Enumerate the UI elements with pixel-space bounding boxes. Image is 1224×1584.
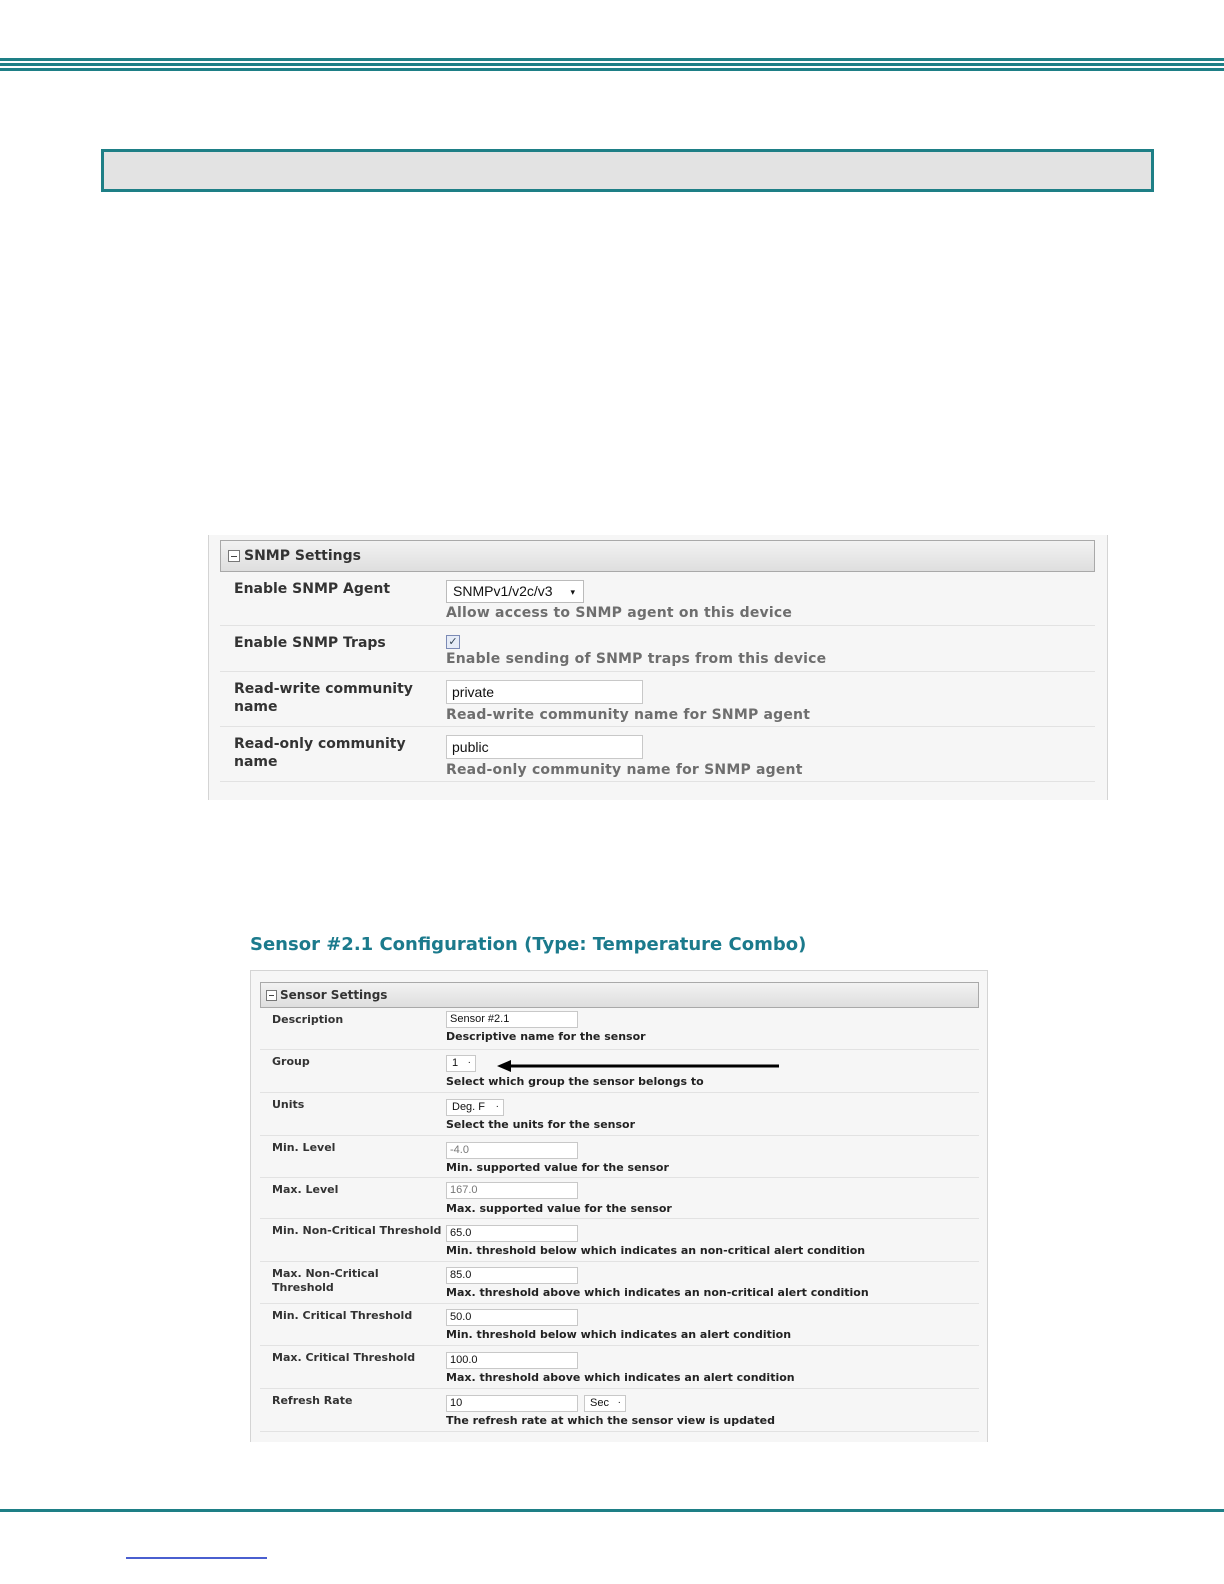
snmp-agent-select[interactable] — [446, 580, 584, 603]
footer-link-underline[interactable] — [126, 1557, 267, 1559]
max-non-critical-label: Max. Non-Critical Threshold — [272, 1267, 379, 1294]
sensor-config-title: Sensor #2.1 Configuration (Type: Temperature Combo) — [250, 934, 807, 955]
max-critical-input[interactable]: 100.0 — [446, 1352, 578, 1369]
refresh-unit-value: Sec — [590, 1397, 609, 1409]
group-label: Group — [272, 1055, 310, 1068]
max-critical-label: Max. Critical Threshold — [272, 1351, 416, 1364]
sensor-row-refresh-rate — [260, 1389, 979, 1432]
units-select[interactable] — [446, 1099, 504, 1116]
enable-snmp-agent-help: Allow access to SNMP agent on this device — [446, 605, 793, 621]
snmp-agent-value: SNMPv1/v2c/v3 — [453, 583, 553, 599]
min-critical-help: Min. threshold below which indicates an alert condition — [446, 1328, 792, 1341]
refresh-unit-select[interactable] — [584, 1395, 626, 1412]
footer-rule — [0, 1509, 1224, 1512]
chevron-down-icon: ▾ — [570, 587, 575, 597]
enable-snmp-traps-label: Enable SNMP Traps — [234, 635, 386, 651]
refresh-rate-input[interactable]: 10 — [446, 1395, 578, 1412]
read-write-community-input[interactable]: private — [446, 680, 643, 704]
read-only-community-label: Read-only community name — [234, 736, 406, 770]
units-help: Select the units for the sensor — [446, 1118, 636, 1131]
sensor-settings-title: Sensor Settings — [280, 988, 388, 1002]
sensor-row-min-non-critical — [260, 1219, 979, 1262]
snmp-traps-checkbox[interactable]: ✓ — [446, 635, 460, 649]
max-critical-help: Max. threshold above which indicates an alert condition — [446, 1371, 795, 1384]
description-input[interactable]: Sensor #2.1 — [446, 1011, 578, 1028]
read-write-community-help: Read-write community name for SNMP agent — [446, 707, 811, 723]
header-rule — [0, 58, 1224, 71]
chevron-down-icon: · — [495, 1101, 499, 1112]
collapse-icon[interactable] — [266, 990, 277, 1001]
sensor-settings-panel — [250, 970, 988, 1442]
sensor-row-units — [260, 1093, 979, 1136]
group-select[interactable] — [446, 1055, 476, 1072]
snmp-row-read-only — [220, 727, 1095, 782]
min-level-input: -4.0 — [446, 1142, 578, 1159]
min-level-help: Min. supported value for the sensor — [446, 1161, 669, 1174]
enable-snmp-agent-label: Enable SNMP Agent — [234, 581, 391, 597]
max-level-label: Max. Level — [272, 1183, 339, 1196]
enable-snmp-traps-help: Enable sending of SNMP traps from this device — [446, 651, 827, 667]
sensor-row-min-level — [260, 1136, 979, 1178]
max-level-help: Max. supported value for the sensor — [446, 1202, 672, 1215]
min-non-critical-label: Min. Non-Critical Threshold — [272, 1224, 442, 1237]
pointer-arrow-icon — [497, 1059, 781, 1073]
snmp-row-enable-traps — [220, 626, 1095, 672]
max-non-critical-input[interactable]: 85.0 — [446, 1267, 578, 1284]
units-value: Deg. F — [452, 1101, 486, 1113]
description-label: Description — [272, 1013, 344, 1026]
snmp-settings-title: SNMP Settings — [244, 548, 361, 564]
min-critical-label: Min. Critical Threshold — [272, 1309, 413, 1322]
sensor-row-min-critical — [260, 1304, 979, 1346]
chevron-down-icon: · — [467, 1057, 471, 1068]
min-non-critical-help: Min. threshold below which indicates an non-critical alert condition — [446, 1244, 866, 1257]
read-only-community-input[interactable]: public — [446, 735, 643, 759]
chevron-down-icon: · — [617, 1397, 621, 1408]
refresh-rate-help: The refresh rate at which the sensor view is updated — [446, 1414, 775, 1427]
description-help: Descriptive name for the sensor — [446, 1030, 646, 1043]
read-only-community-help: Read-only community name for SNMP agent — [446, 762, 803, 778]
units-label: Units — [272, 1098, 305, 1111]
snmp-settings-panel — [208, 535, 1108, 800]
min-non-critical-input[interactable]: 65.0 — [446, 1225, 578, 1242]
sensor-row-max-level — [260, 1178, 979, 1219]
sensor-row-max-critical — [260, 1346, 979, 1389]
sensor-settings-header[interactable] — [260, 982, 979, 1008]
section-heading-bar — [101, 149, 1154, 192]
min-critical-input[interactable]: 50.0 — [446, 1309, 578, 1326]
snmp-row-enable-agent — [220, 572, 1095, 626]
sensor-row-description — [260, 1008, 979, 1050]
snmp-row-read-write — [220, 672, 1095, 727]
collapse-icon[interactable] — [228, 550, 240, 562]
read-write-community-label: Read-write community name — [234, 681, 413, 715]
sensor-row-max-non-critical — [260, 1262, 979, 1304]
group-help: Select which group the sensor belongs to — [446, 1075, 704, 1088]
group-value: 1 — [452, 1057, 459, 1069]
max-level-input: 167.0 — [446, 1182, 578, 1199]
refresh-rate-label: Refresh Rate — [272, 1394, 353, 1407]
snmp-settings-header[interactable] — [220, 540, 1095, 572]
min-level-label: Min. Level — [272, 1141, 336, 1154]
max-non-critical-help: Max. threshold above which indicates an non-critical alert condition — [446, 1286, 869, 1299]
